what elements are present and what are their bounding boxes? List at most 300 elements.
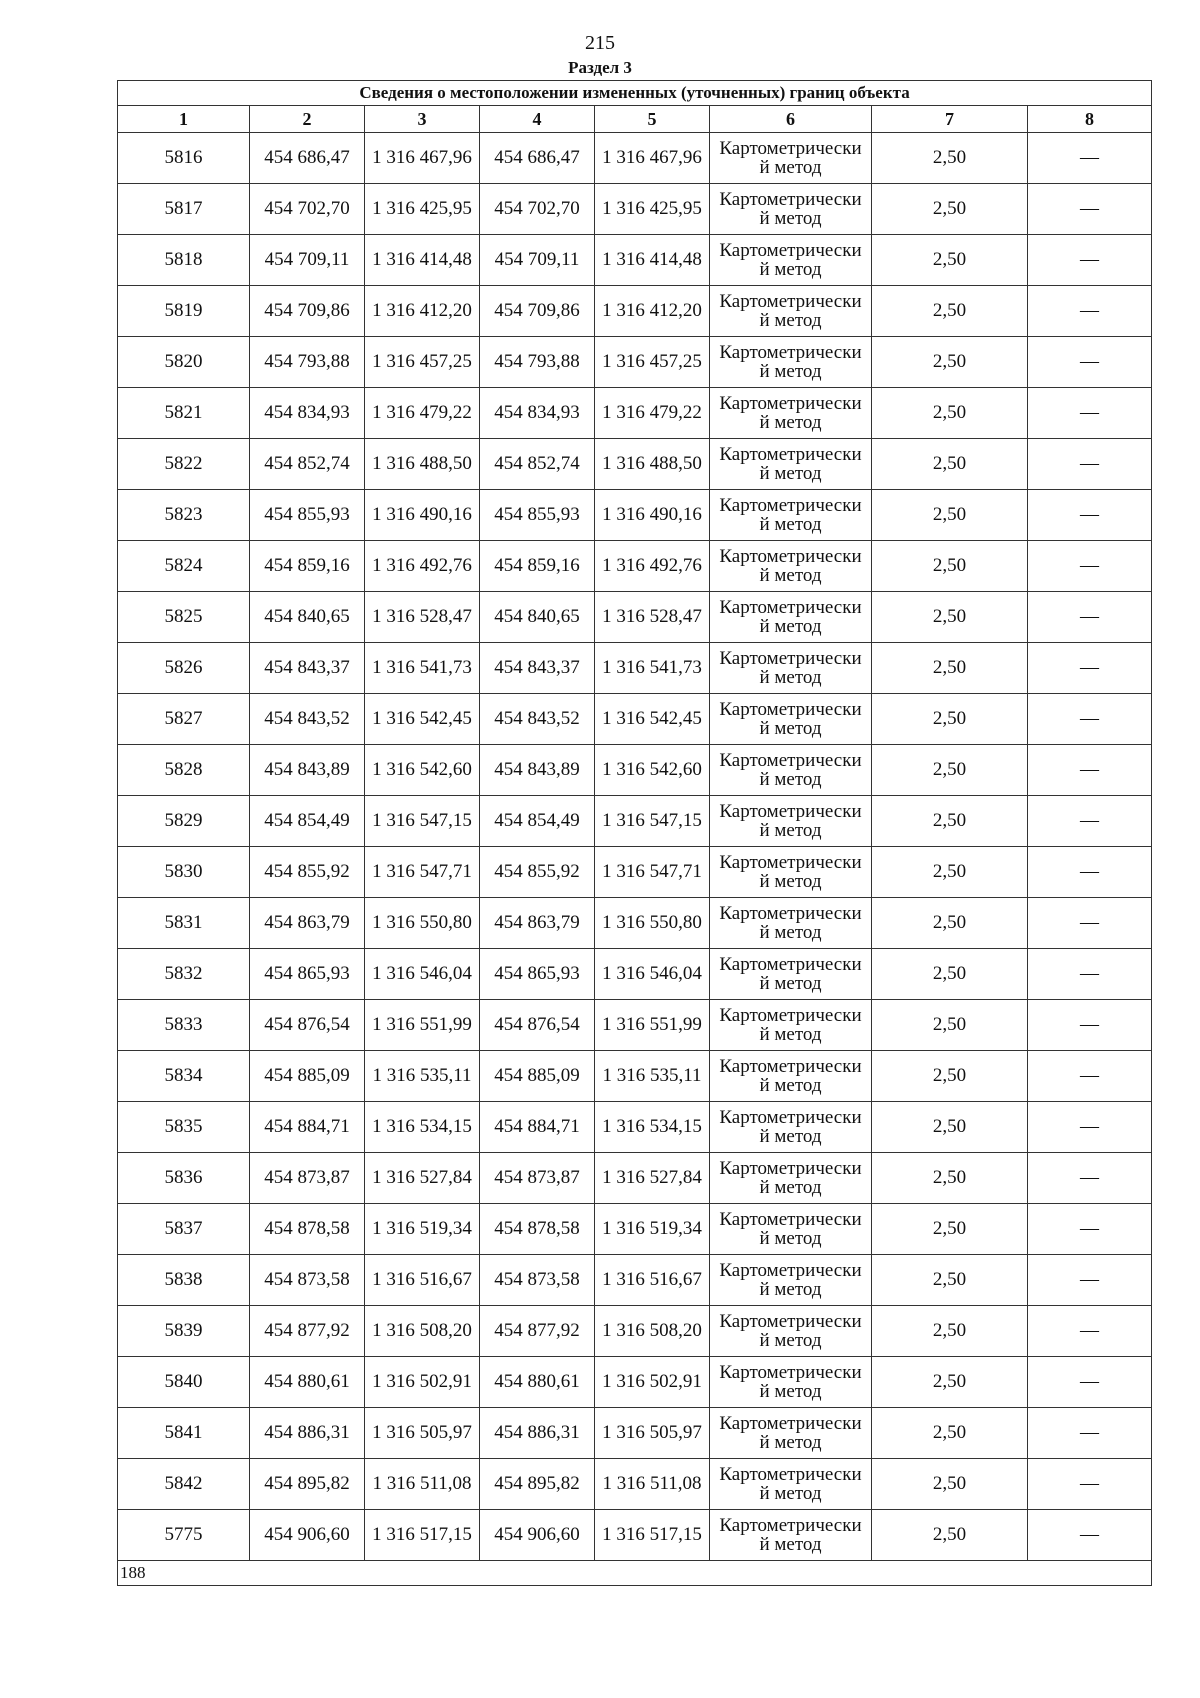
cell-x1: 454 843,89 bbox=[250, 745, 365, 796]
cell-y1: 1 316 488,50 bbox=[365, 439, 480, 490]
cell-x1: 454 884,71 bbox=[250, 1102, 365, 1153]
method-line-1: Картометрически bbox=[719, 750, 862, 771]
cell-method bbox=[710, 796, 872, 847]
cell-accuracy: 2,50 bbox=[872, 643, 1028, 694]
method-line-1: Картометрически bbox=[719, 1311, 862, 1332]
method-line-1: Картометрически bbox=[719, 189, 862, 210]
cell-y2: 1 316 492,76 bbox=[595, 541, 710, 592]
cell-y2: 1 316 490,16 bbox=[595, 490, 710, 541]
method-line-2: й метод bbox=[759, 616, 822, 637]
table-row bbox=[118, 337, 1152, 388]
cell-y2: 1 316 528,47 bbox=[595, 592, 710, 643]
cell-x2: 454 843,89 bbox=[480, 745, 595, 796]
cell-x2: 454 709,86 bbox=[480, 286, 595, 337]
cell-y1: 1 316 519,34 bbox=[365, 1204, 480, 1255]
cell-x1: 454 859,16 bbox=[250, 541, 365, 592]
cell-accuracy: 2,50 bbox=[872, 286, 1028, 337]
cell-y1: 1 316 467,96 bbox=[365, 133, 480, 184]
method-line-1: Картометрически bbox=[719, 138, 862, 159]
cell-x2: 454 873,87 bbox=[480, 1153, 595, 1204]
method-line-1: Картометрически bbox=[719, 1515, 862, 1536]
cell-point: 5820 bbox=[118, 337, 250, 388]
column-header: 1 bbox=[118, 106, 250, 133]
cell-description: — bbox=[1028, 1510, 1152, 1561]
cell-x1: 454 895,82 bbox=[250, 1459, 365, 1510]
cell-point: 5828 bbox=[118, 745, 250, 796]
cell-x1: 454 843,52 bbox=[250, 694, 365, 745]
cell-x1: 454 876,54 bbox=[250, 1000, 365, 1051]
table-row bbox=[118, 745, 1152, 796]
cell-y2: 1 316 519,34 bbox=[595, 1204, 710, 1255]
cell-point: 5823 bbox=[118, 490, 250, 541]
cell-y2: 1 316 534,15 bbox=[595, 1102, 710, 1153]
cell-accuracy: 2,50 bbox=[872, 898, 1028, 949]
cell-x2: 454 886,31 bbox=[480, 1408, 595, 1459]
cell-y1: 1 316 511,08 bbox=[365, 1459, 480, 1510]
column-header: 5 bbox=[595, 106, 710, 133]
cell-y1: 1 316 479,22 bbox=[365, 388, 480, 439]
cell-y2: 1 316 527,84 bbox=[595, 1153, 710, 1204]
cell-x1: 454 793,88 bbox=[250, 337, 365, 388]
cell-y1: 1 316 542,60 bbox=[365, 745, 480, 796]
cell-description: — bbox=[1028, 490, 1152, 541]
cell-x1: 454 855,93 bbox=[250, 490, 365, 541]
cell-y2: 1 316 535,11 bbox=[595, 1051, 710, 1102]
cell-y2: 1 316 508,20 bbox=[595, 1306, 710, 1357]
cell-point: 5825 bbox=[118, 592, 250, 643]
method-line-1: Картометрически bbox=[719, 291, 862, 312]
cell-method bbox=[710, 1408, 872, 1459]
cell-method bbox=[710, 1051, 872, 1102]
cell-y1: 1 316 535,11 bbox=[365, 1051, 480, 1102]
cell-y1: 1 316 490,16 bbox=[365, 490, 480, 541]
cell-x2: 454 686,47 bbox=[480, 133, 595, 184]
cell-y2: 1 316 488,50 bbox=[595, 439, 710, 490]
cell-y2: 1 316 517,15 bbox=[595, 1510, 710, 1561]
cell-accuracy: 2,50 bbox=[872, 388, 1028, 439]
cell-x1: 454 709,86 bbox=[250, 286, 365, 337]
table-row bbox=[118, 1051, 1152, 1102]
cell-accuracy: 2,50 bbox=[872, 541, 1028, 592]
cell-method bbox=[710, 1255, 872, 1306]
cell-description: — bbox=[1028, 1459, 1152, 1510]
cell-x2: 454 885,09 bbox=[480, 1051, 595, 1102]
section-title: Раздел 3 bbox=[568, 58, 632, 77]
cell-description: — bbox=[1028, 1051, 1152, 1102]
cell-x1: 454 709,11 bbox=[250, 235, 365, 286]
table-row bbox=[118, 796, 1152, 847]
cell-y2: 1 316 547,15 bbox=[595, 796, 710, 847]
cell-accuracy: 2,50 bbox=[872, 1051, 1028, 1102]
cell-y2: 1 316 516,67 bbox=[595, 1255, 710, 1306]
cell-method bbox=[710, 388, 872, 439]
method-line-1: Картометрически bbox=[719, 954, 862, 975]
cell-point: 5826 bbox=[118, 643, 250, 694]
table-row bbox=[118, 1000, 1152, 1051]
method-line-1: Картометрически bbox=[719, 393, 862, 414]
cell-y2: 1 316 467,96 bbox=[595, 133, 710, 184]
cell-description: — bbox=[1028, 388, 1152, 439]
method-line-1: Картометрически bbox=[719, 546, 862, 567]
method-line-1: Картометрически bbox=[719, 1158, 862, 1179]
cell-point: 5816 bbox=[118, 133, 250, 184]
cell-accuracy: 2,50 bbox=[872, 1102, 1028, 1153]
cell-x2: 454 843,52 bbox=[480, 694, 595, 745]
cell-accuracy: 2,50 bbox=[872, 133, 1028, 184]
cell-y2: 1 316 542,45 bbox=[595, 694, 710, 745]
method-line-1: Картометрически bbox=[719, 648, 862, 669]
method-line-2: й метод bbox=[759, 565, 822, 586]
method-line-2: й метод bbox=[759, 1126, 822, 1147]
cell-method bbox=[710, 847, 872, 898]
cell-x2: 454 852,74 bbox=[480, 439, 595, 490]
cell-y1: 1 316 412,20 bbox=[365, 286, 480, 337]
table-header-row bbox=[118, 106, 1152, 133]
cell-accuracy: 2,50 bbox=[872, 235, 1028, 286]
cell-x2: 454 702,70 bbox=[480, 184, 595, 235]
cell-description: — bbox=[1028, 643, 1152, 694]
method-line-2: й метод bbox=[759, 820, 822, 841]
cell-x1: 454 686,47 bbox=[250, 133, 365, 184]
cell-x1: 454 834,93 bbox=[250, 388, 365, 439]
cell-x2: 454 863,79 bbox=[480, 898, 595, 949]
cell-x2: 454 878,58 bbox=[480, 1204, 595, 1255]
table-row bbox=[118, 592, 1152, 643]
method-line-2: й метод bbox=[759, 1228, 822, 1249]
cell-point: 5831 bbox=[118, 898, 250, 949]
cell-description: — bbox=[1028, 184, 1152, 235]
cell-description: — bbox=[1028, 1357, 1152, 1408]
method-line-1: Картометрически bbox=[719, 1260, 862, 1281]
cell-y1: 1 316 547,15 bbox=[365, 796, 480, 847]
column-header: 8 bbox=[1028, 106, 1152, 133]
column-header: 2 bbox=[250, 106, 365, 133]
cell-x2: 454 709,11 bbox=[480, 235, 595, 286]
method-line-2: й метод bbox=[759, 412, 822, 433]
column-header: 7 bbox=[872, 106, 1028, 133]
method-line-2: й метод bbox=[759, 1330, 822, 1351]
cell-point: 5839 bbox=[118, 1306, 250, 1357]
method-line-2: й метод bbox=[759, 1177, 822, 1198]
cell-y1: 1 316 527,84 bbox=[365, 1153, 480, 1204]
table-row bbox=[118, 643, 1152, 694]
method-line-2: й метод bbox=[759, 871, 822, 892]
table-row bbox=[118, 898, 1152, 949]
method-line-2: й метод bbox=[759, 1024, 822, 1045]
cell-point: 5817 bbox=[118, 184, 250, 235]
cell-y1: 1 316 516,67 bbox=[365, 1255, 480, 1306]
cell-point: 5842 bbox=[118, 1459, 250, 1510]
cell-point: 5838 bbox=[118, 1255, 250, 1306]
cell-y1: 1 316 502,91 bbox=[365, 1357, 480, 1408]
column-header: 3 bbox=[365, 106, 480, 133]
cell-x1: 454 702,70 bbox=[250, 184, 365, 235]
cell-y1: 1 316 492,76 bbox=[365, 541, 480, 592]
cell-accuracy: 2,50 bbox=[872, 745, 1028, 796]
method-line-2: й метод bbox=[759, 361, 822, 382]
cell-accuracy: 2,50 bbox=[872, 847, 1028, 898]
cell-x2: 454 855,93 bbox=[480, 490, 595, 541]
coordinates-table bbox=[117, 80, 1152, 1586]
method-line-2: й метод bbox=[759, 157, 822, 178]
table-caption-row bbox=[118, 81, 1152, 106]
method-line-2: й метод bbox=[759, 259, 822, 280]
cell-x1: 454 855,92 bbox=[250, 847, 365, 898]
cell-accuracy: 2,50 bbox=[872, 694, 1028, 745]
cell-y1: 1 316 550,80 bbox=[365, 898, 480, 949]
cell-description: — bbox=[1028, 847, 1152, 898]
cell-point: 5835 bbox=[118, 1102, 250, 1153]
cell-y2: 1 316 541,73 bbox=[595, 643, 710, 694]
table-row bbox=[118, 949, 1152, 1000]
cell-accuracy: 2,50 bbox=[872, 1153, 1028, 1204]
cell-point: 5827 bbox=[118, 694, 250, 745]
cell-x1: 454 886,31 bbox=[250, 1408, 365, 1459]
method-line-2: й метод bbox=[759, 1279, 822, 1300]
cell-y1: 1 316 551,99 bbox=[365, 1000, 480, 1051]
cell-accuracy: 2,50 bbox=[872, 1510, 1028, 1561]
table-row bbox=[118, 694, 1152, 745]
method-line-2: й метод bbox=[759, 463, 822, 484]
cell-accuracy: 2,50 bbox=[872, 796, 1028, 847]
method-line-1: Картометрически bbox=[719, 495, 862, 516]
cell-x2: 454 854,49 bbox=[480, 796, 595, 847]
cell-method bbox=[710, 1000, 872, 1051]
cell-description: — bbox=[1028, 541, 1152, 592]
cell-y2: 1 316 547,71 bbox=[595, 847, 710, 898]
cell-accuracy: 2,50 bbox=[872, 337, 1028, 388]
cell-description: — bbox=[1028, 1255, 1152, 1306]
cell-method bbox=[710, 133, 872, 184]
cell-x1: 454 852,74 bbox=[250, 439, 365, 490]
cell-y1: 1 316 508,20 bbox=[365, 1306, 480, 1357]
cell-x2: 454 859,16 bbox=[480, 541, 595, 592]
cell-description: — bbox=[1028, 1204, 1152, 1255]
cell-x2: 454 876,54 bbox=[480, 1000, 595, 1051]
cell-y1: 1 316 505,97 bbox=[365, 1408, 480, 1459]
cell-point: 5818 bbox=[118, 235, 250, 286]
cell-x2: 454 880,61 bbox=[480, 1357, 595, 1408]
cell-description: — bbox=[1028, 592, 1152, 643]
method-line-2: й метод bbox=[759, 973, 822, 994]
cell-point: 5834 bbox=[118, 1051, 250, 1102]
table-caption: Сведения о местоположении измененных (уточненных) границ объекта bbox=[118, 81, 1152, 106]
table-row bbox=[118, 1357, 1152, 1408]
cell-y2: 1 316 505,97 bbox=[595, 1408, 710, 1459]
cell-y2: 1 316 414,48 bbox=[595, 235, 710, 286]
cell-y1: 1 316 414,48 bbox=[365, 235, 480, 286]
cell-description: — bbox=[1028, 898, 1152, 949]
cell-accuracy: 2,50 bbox=[872, 1408, 1028, 1459]
table-row bbox=[118, 1510, 1152, 1561]
cell-point: 5833 bbox=[118, 1000, 250, 1051]
cell-x2: 454 834,93 bbox=[480, 388, 595, 439]
cell-x2: 454 855,92 bbox=[480, 847, 595, 898]
cell-y1: 1 316 457,25 bbox=[365, 337, 480, 388]
cell-y2: 1 316 511,08 bbox=[595, 1459, 710, 1510]
cell-y1: 1 316 534,15 bbox=[365, 1102, 480, 1153]
cell-x1: 454 880,61 bbox=[250, 1357, 365, 1408]
cell-accuracy: 2,50 bbox=[872, 1204, 1028, 1255]
method-line-1: Картометрически bbox=[719, 699, 862, 720]
cell-x2: 454 877,92 bbox=[480, 1306, 595, 1357]
cell-y1: 1 316 546,04 bbox=[365, 949, 480, 1000]
cell-x1: 454 854,49 bbox=[250, 796, 365, 847]
cell-y2: 1 316 542,60 bbox=[595, 745, 710, 796]
cell-x2: 454 865,93 bbox=[480, 949, 595, 1000]
method-line-2: й метод bbox=[759, 1534, 822, 1555]
cell-y2: 1 316 457,25 bbox=[595, 337, 710, 388]
cell-x2: 454 873,58 bbox=[480, 1255, 595, 1306]
table-row bbox=[118, 847, 1152, 898]
cell-description: — bbox=[1028, 439, 1152, 490]
cell-description: — bbox=[1028, 235, 1152, 286]
cell-x1: 454 865,93 bbox=[250, 949, 365, 1000]
cell-description: — bbox=[1028, 1153, 1152, 1204]
cell-x1: 454 906,60 bbox=[250, 1510, 365, 1561]
method-line-2: й метод bbox=[759, 1075, 822, 1096]
cell-point: 5830 bbox=[118, 847, 250, 898]
method-line-1: Картометрически bbox=[719, 1107, 862, 1128]
cell-x1: 454 885,09 bbox=[250, 1051, 365, 1102]
method-line-2: й метод bbox=[759, 1483, 822, 1504]
cell-accuracy: 2,50 bbox=[872, 490, 1028, 541]
cell-description: — bbox=[1028, 1408, 1152, 1459]
cell-method bbox=[710, 184, 872, 235]
method-line-1: Картометрически bbox=[719, 597, 862, 618]
cell-point: 5775 bbox=[118, 1510, 250, 1561]
cell-description: — bbox=[1028, 694, 1152, 745]
method-line-1: Картометрически bbox=[719, 1362, 862, 1383]
table-body bbox=[118, 81, 1152, 1586]
cell-x1: 454 843,37 bbox=[250, 643, 365, 694]
cell-x1: 454 877,92 bbox=[250, 1306, 365, 1357]
cell-point: 5819 bbox=[118, 286, 250, 337]
cell-accuracy: 2,50 bbox=[872, 1459, 1028, 1510]
cell-description: — bbox=[1028, 133, 1152, 184]
cell-method bbox=[710, 439, 872, 490]
method-line-2: й метод bbox=[759, 667, 822, 688]
method-line-2: й метод bbox=[759, 310, 822, 331]
cell-x2: 454 793,88 bbox=[480, 337, 595, 388]
cell-x1: 454 873,87 bbox=[250, 1153, 365, 1204]
cell-accuracy: 2,50 bbox=[872, 439, 1028, 490]
table-row bbox=[118, 1306, 1152, 1357]
cell-method bbox=[710, 592, 872, 643]
cell-method bbox=[710, 1510, 872, 1561]
cell-x1: 454 878,58 bbox=[250, 1204, 365, 1255]
method-line-1: Картометрически bbox=[719, 1413, 862, 1434]
cell-method bbox=[710, 898, 872, 949]
method-line-1: Картометрически bbox=[719, 240, 862, 261]
cell-accuracy: 2,50 bbox=[872, 184, 1028, 235]
cell-method bbox=[710, 1153, 872, 1204]
method-line-1: Картометрически bbox=[719, 342, 862, 363]
cell-point: 5836 bbox=[118, 1153, 250, 1204]
cell-method bbox=[710, 337, 872, 388]
method-line-1: Картометрически bbox=[719, 1209, 862, 1230]
cell-method bbox=[710, 1306, 872, 1357]
table-row bbox=[118, 1204, 1152, 1255]
cell-description: — bbox=[1028, 1000, 1152, 1051]
table-row bbox=[118, 1153, 1152, 1204]
cell-method bbox=[710, 949, 872, 1000]
table-row bbox=[118, 286, 1152, 337]
method-line-1: Картометрически bbox=[719, 852, 862, 873]
cell-method bbox=[710, 745, 872, 796]
table-row bbox=[118, 1408, 1152, 1459]
cell-y2: 1 316 502,91 bbox=[595, 1357, 710, 1408]
method-line-2: й метод bbox=[759, 718, 822, 739]
cell-method bbox=[710, 1204, 872, 1255]
cell-y1: 1 316 517,15 bbox=[365, 1510, 480, 1561]
method-line-2: й метод bbox=[759, 514, 822, 535]
table-row bbox=[118, 388, 1152, 439]
cell-point: 5829 bbox=[118, 796, 250, 847]
method-line-2: й метод bbox=[759, 1432, 822, 1453]
cell-method bbox=[710, 1102, 872, 1153]
table-footer-row bbox=[118, 1561, 1152, 1586]
cell-point: 5837 bbox=[118, 1204, 250, 1255]
cell-x1: 454 863,79 bbox=[250, 898, 365, 949]
cell-y2: 1 316 425,95 bbox=[595, 184, 710, 235]
column-header: 4 bbox=[480, 106, 595, 133]
cell-method bbox=[710, 235, 872, 286]
cell-point: 5822 bbox=[118, 439, 250, 490]
column-header: 6 bbox=[710, 106, 872, 133]
cell-description: — bbox=[1028, 949, 1152, 1000]
method-line-1: Картометрически bbox=[719, 1056, 862, 1077]
cell-point: 5824 bbox=[118, 541, 250, 592]
cell-y1: 1 316 541,73 bbox=[365, 643, 480, 694]
cell-description: — bbox=[1028, 1306, 1152, 1357]
cell-point: 5840 bbox=[118, 1357, 250, 1408]
cell-description: — bbox=[1028, 745, 1152, 796]
cell-point: 5841 bbox=[118, 1408, 250, 1459]
cell-description: — bbox=[1028, 286, 1152, 337]
method-line-2: й метод bbox=[759, 1381, 822, 1402]
cell-y1: 1 316 425,95 bbox=[365, 184, 480, 235]
cell-description: — bbox=[1028, 796, 1152, 847]
cell-accuracy: 2,50 bbox=[872, 949, 1028, 1000]
table-row bbox=[118, 541, 1152, 592]
cell-accuracy: 2,50 bbox=[872, 1255, 1028, 1306]
cell-x2: 454 884,71 bbox=[480, 1102, 595, 1153]
cell-y2: 1 316 412,20 bbox=[595, 286, 710, 337]
method-line-2: й метод bbox=[759, 922, 822, 943]
cell-x2: 454 895,82 bbox=[480, 1459, 595, 1510]
cell-accuracy: 2,50 bbox=[872, 1357, 1028, 1408]
cell-y1: 1 316 542,45 bbox=[365, 694, 480, 745]
method-line-2: й метод bbox=[759, 208, 822, 229]
cell-y1: 1 316 547,71 bbox=[365, 847, 480, 898]
cell-method bbox=[710, 286, 872, 337]
table-row bbox=[118, 1102, 1152, 1153]
cell-x1: 454 840,65 bbox=[250, 592, 365, 643]
cell-y2: 1 316 479,22 bbox=[595, 388, 710, 439]
cell-x2: 454 843,37 bbox=[480, 643, 595, 694]
cell-method bbox=[710, 1357, 872, 1408]
cell-method bbox=[710, 1459, 872, 1510]
cell-y1: 1 316 528,47 bbox=[365, 592, 480, 643]
cell-point: 5832 bbox=[118, 949, 250, 1000]
table-row bbox=[118, 133, 1152, 184]
cell-method bbox=[710, 643, 872, 694]
cell-y2: 1 316 551,99 bbox=[595, 1000, 710, 1051]
cell-method bbox=[710, 490, 872, 541]
table-row bbox=[118, 439, 1152, 490]
cell-y2: 1 316 546,04 bbox=[595, 949, 710, 1000]
